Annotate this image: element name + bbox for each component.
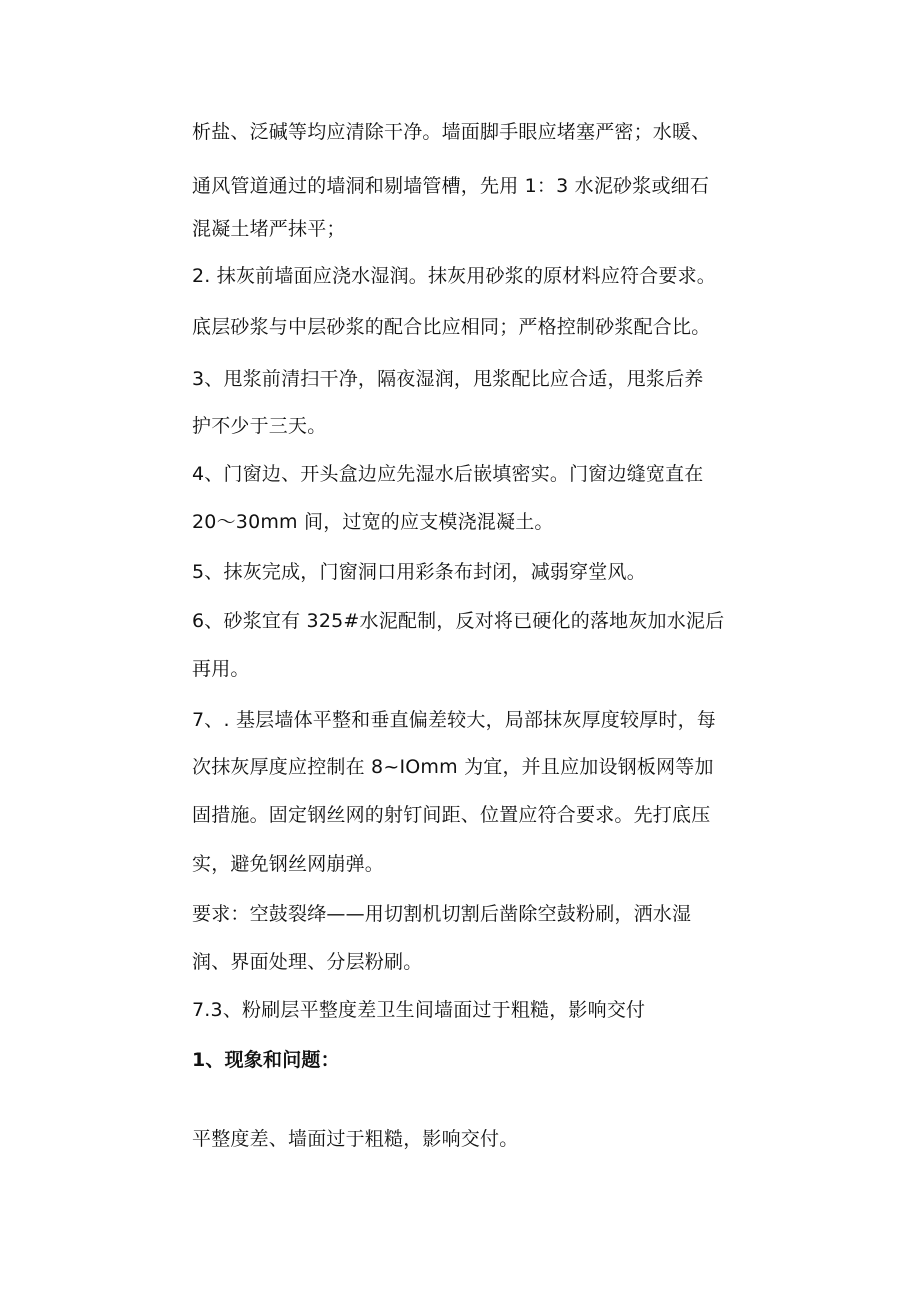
text-line: 实，避免钢丝网崩弹。 [192,853,385,875]
text-line: 3、甩浆前清扫干净，隔夜湿润，甩浆配比应合适，甩浆后养 [192,368,704,390]
text-line: 平整度差、墙面过于粗糙，影响交付。 [192,1128,519,1150]
text-line: 4、门窗边、开头盒边应先湿水后嵌填密实。门窗边缝宽直在 [192,463,704,485]
text-line: 析盐、泛碱等均应清除干净。墙面脚手眼应堵塞严密；水暖、 [192,121,711,143]
text-line: 要求：空鼓裂绛——用切割机切割后凿除空鼓粉刷，洒水湿 [192,903,692,925]
text-line: 7、. 基层墙体平整和垂直偏差较大，局部抹灰厚度较厚时，每 [192,709,716,731]
text-line: 护不少于三天。 [192,415,327,437]
text-line: 次抹灰厚度应控制在 8~IOmm 为宜，并且应加设钢板网等加 [192,756,714,778]
text-line: 润、界面处理、分层粉刷。 [192,951,423,973]
text-line: 再用。 [192,658,250,680]
section-heading: 1、现象和问题： [192,1049,340,1071]
text-line: 固措施。固定钢丝网的射钉间距、位置应符合要求。先打底压 [192,804,711,826]
text-line: 通风管道通过的墙洞和剔墙管槽，先用 1：3 水泥砂浆或细石 [192,175,710,197]
text-line: 底层砂浆与中层砂浆的配合比应相同；严格控制砂浆配合比。 [192,316,711,338]
text-line: 7.3、粉刷层平整度差卫生间墙面过于粗糙，影响交付 [192,999,646,1021]
text-line: 20～30mm 间，过宽的应支模浇混凝土。 [192,511,554,533]
text-line: 2. 抹灰前墙面应浇水湿润。抹灰用砂浆的原材料应符合要求。 [192,265,716,287]
text-line: 5、抹灰完成，门窗洞口用彩条布封闭，减弱穿堂风。 [192,561,646,583]
text-line: 混凝土堵严抹平； [192,218,346,240]
text-line: 6、砂浆宜有 325#水泥配制，反对将已硬化的落地灰加水泥后 [192,610,725,632]
